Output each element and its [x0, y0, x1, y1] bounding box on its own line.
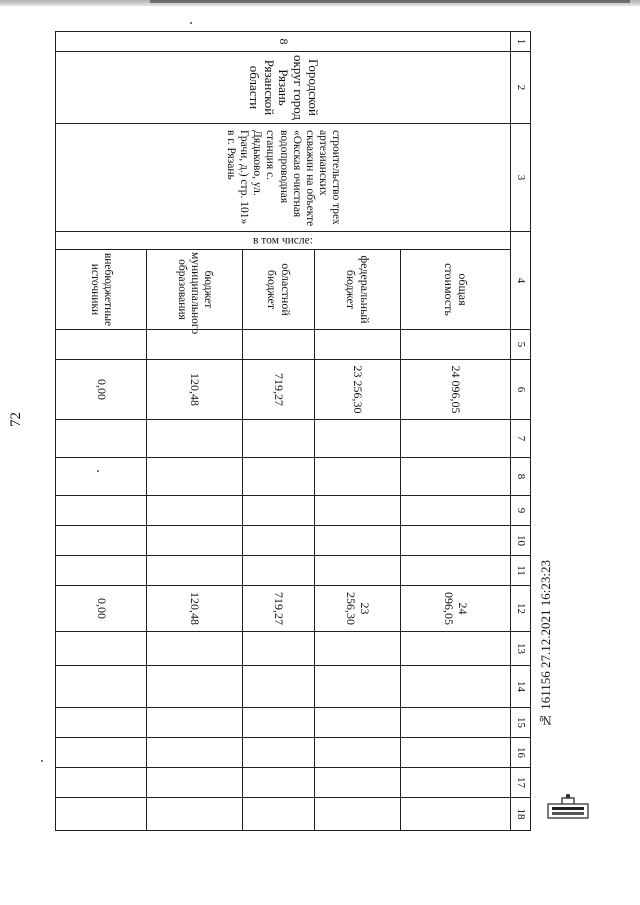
col-number: 12: [511, 586, 531, 632]
region-cell: Городской округ город Рязань Рязанской области: [56, 52, 511, 124]
page-number: 72: [8, 412, 24, 427]
col-number: 14: [511, 666, 531, 708]
value-col12: 719,27: [243, 586, 315, 632]
col-number: 10: [511, 526, 531, 556]
col-number: 11: [511, 556, 531, 586]
col-number: 8: [511, 458, 531, 496]
col-number: 9: [511, 496, 531, 526]
budget-table-wrapper: [56, 31, 531, 820]
col-number: 7: [511, 420, 531, 458]
col-number: 18: [511, 798, 531, 831]
value-col12: 24 096,05: [401, 586, 511, 632]
value-col12: 23 256,30: [315, 586, 401, 632]
col-number: 15: [511, 708, 531, 738]
value-col12: 120,48: [147, 586, 243, 632]
col-number: 3: [511, 124, 531, 232]
value-col6: 23 256,30: [315, 360, 401, 420]
value-col12: 0,00: [56, 586, 147, 632]
col-number: 16: [511, 738, 531, 768]
row-label: общая стоимость: [401, 250, 511, 330]
value-col6: 719,27: [243, 360, 315, 420]
scan-artifact: [150, 0, 630, 3]
scan-speck: [190, 22, 192, 24]
col-number: 1: [511, 32, 531, 52]
col-number: 13: [511, 632, 531, 666]
col-number: 2: [511, 52, 531, 124]
project-cell: строительство трех артезианских скважин на объекте «Окская очистная водопроводная станция с. Дядьково, ул. Грачи, д.) стр. 101» в г. Рязань: [56, 124, 511, 232]
column-number-row: [511, 32, 531, 831]
col-number: 4: [511, 232, 531, 330]
table-row: [401, 32, 511, 831]
value-col6: 0,00: [56, 360, 147, 420]
scan-speck: [41, 760, 43, 762]
signature-logo-icon: [546, 792, 590, 820]
row-index: 8: [56, 32, 511, 52]
value-col6: 120,48: [147, 360, 243, 420]
budget-table: [55, 31, 531, 831]
col-number: 6: [511, 360, 531, 420]
in-that-number: в том числе:: [56, 232, 511, 250]
row-label: федеральный бюджет: [315, 250, 401, 330]
row-label: бюджет муниципального образования: [147, 250, 243, 330]
document-stamp-text: № 161156 27.12.2021 16:23:23: [538, 560, 553, 728]
col-number: 5: [511, 330, 531, 360]
row-label: внебюджетные источники: [56, 250, 147, 330]
row-label: областной бюджет: [243, 250, 315, 330]
col-number: 17: [511, 768, 531, 798]
value-col6: 24 096,05: [401, 360, 511, 420]
